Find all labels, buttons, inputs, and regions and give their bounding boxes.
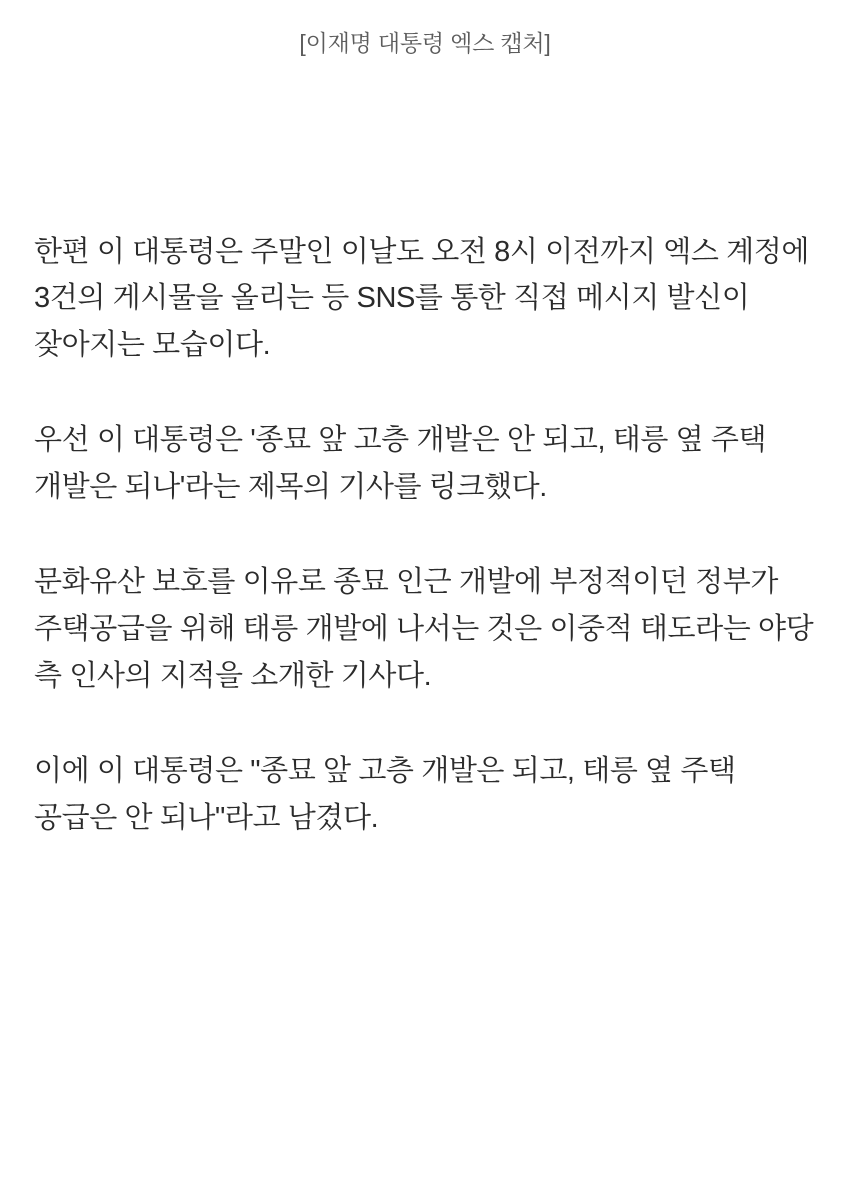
article-paragraph: 이에 이 대통령은 "종묘 앞 고층 개발은 되고, 태릉 옆 주택 공급은 안 되나"라고 남겼다.	[34, 755, 736, 835]
article-paragraph: 우선 이 대통령은 '종묘 앞 고층 개발은 안 되고, 태릉 옆 주택 개발은 되나'라는 제목의 기사를 링크했다.	[34, 424, 767, 504]
image-caption: [이재명 대통령 엑스 캡처]	[299, 30, 551, 56]
image-caption-bar	[0, 0, 850, 61]
article-body	[0, 229, 850, 883]
article-paragraph: 한편 이 대통령은 주말인 이날도 오전 8시 이전까지 엑스 계정에 3건의 게시물을 올리는 등 SNS를 통한 직접 메시지 발신이 잦아지는 모습이다.	[34, 235, 809, 362]
article-paragraph: 문화유산 보호를 이유로 종묘 인근 개발에 부정적이던 정부가 주택공급을 위해 태릉 개발에 나서는 것은 이중적 태도라는 야당 측 인사의 지적을 소개한 기사다.	[34, 566, 814, 693]
